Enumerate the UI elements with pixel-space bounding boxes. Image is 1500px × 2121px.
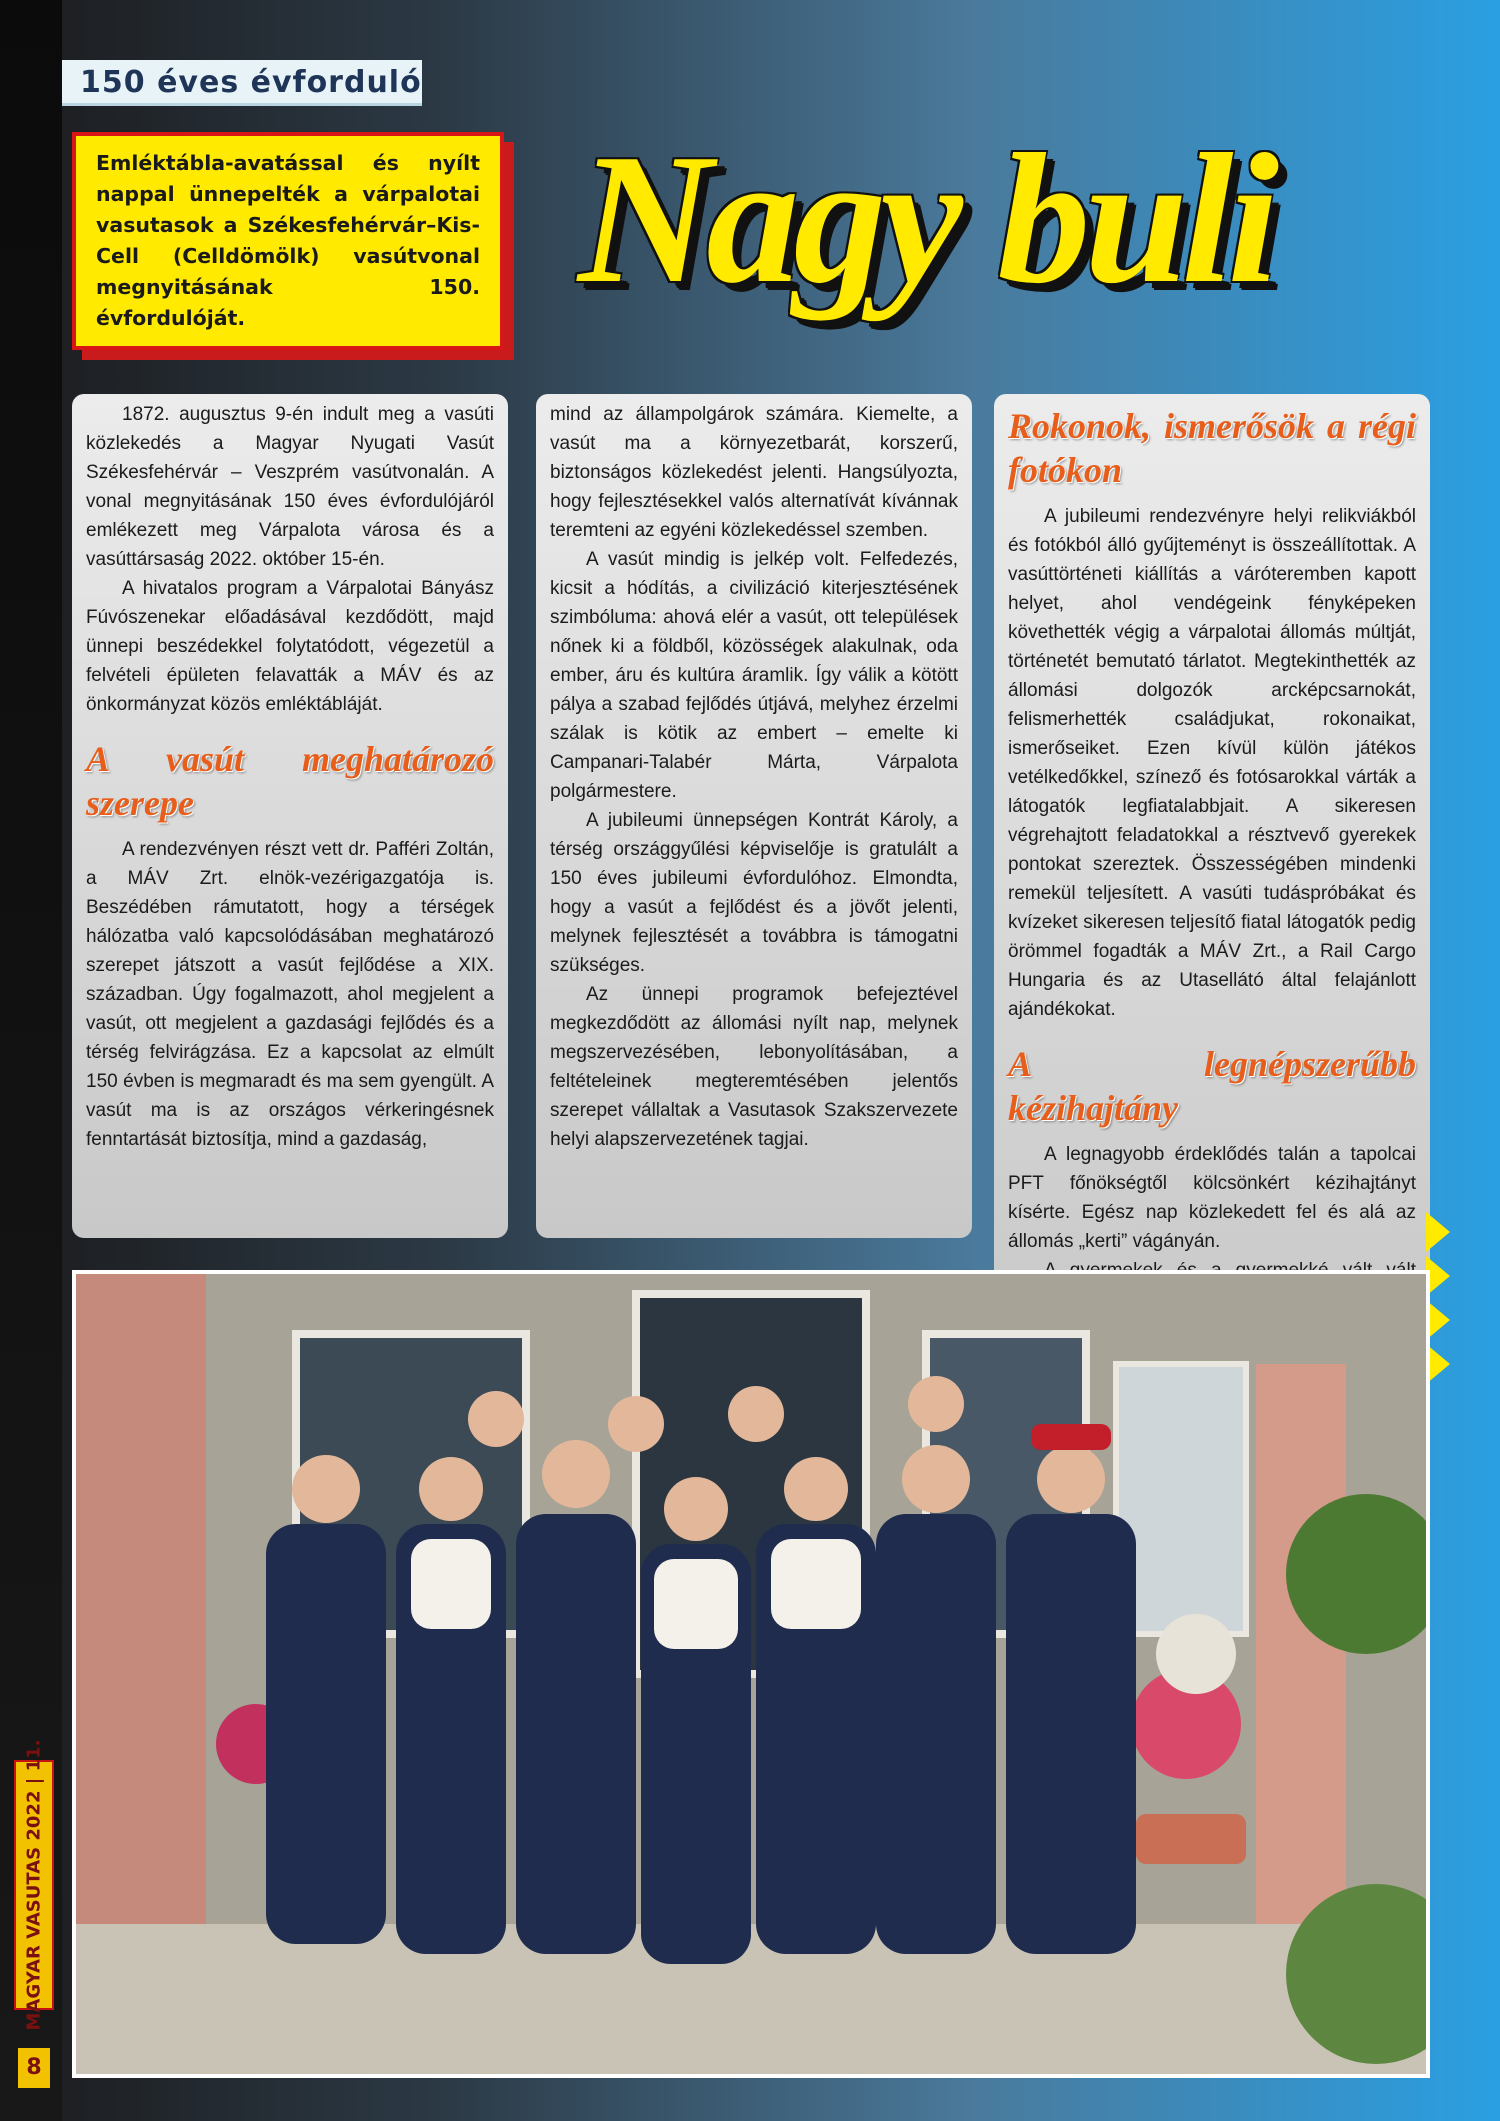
paragraph: mind az állampolgárok számára. Kiemelte, a vasút ma a környezetbarát, korszerű, biztonságos közlekedést jelenti. Hangsúlyozta, hogy fejlesztésekkel valós alternatívát kívánnak teremteni az egyéni közlekedéssel szemben. <box>550 404 958 541</box>
paragraph: A legnagyobb érdeklődés talán a tapolcai PFT főnökségtől kölcsönkért kézihajtányt kísérte. Egész nap közlekedett fel és alá az állomás „kerti” vágányán. <box>1008 1144 1416 1252</box>
paragraph: 1872. augusztus 9-én indult meg a vasúti közlekedés a Magyar Nyugati Vasút Székesfehérvár – Veszprém vasútvonalán. A vonal megnyitásának 150 éves évfordulójáról emlékezett meg Várpalota városa és a vasúttársaság 2022. október 15-én. <box>86 404 494 570</box>
article-column-3 <box>994 394 1430 1352</box>
article-column-1 <box>72 394 508 1238</box>
section-tag: 150 éves évforduló <box>62 60 422 106</box>
paragraph: A jubileumi rendezvényre helyi relikviákból és fotókból álló gyűjteményt is összeállítottak. A vasúttörténeti kiállítás a váróteremben kapott helyet, ahol vendégeink fényképeken követhették végig a várpalotai állomás múltját, történetét bemutató tárlatot. Megtekinthették az állomási dolgozók arcképcsarnokát, felismerhették családjukat, rokonaikat, ismerőseiket. Ezen kívül külön játékos vetélkedőkkel, színező és fotósarokkal várták a látogatók legfiatalabbjait. A sikeresen végrehajtott feladatokkal a résztvevő gyerekek pontokat szereztek. Összességében mindenki remekül teljesített. A vasúti tudáspróbákat és kvízeket sikeresen teljesítő fiatal látogatók pedig örömmel fogadták a MÁV Zrt., a Rail Cargo Hungaria és az Utasellátó által felajánlott ajándékokat. <box>1008 506 1416 1020</box>
group-photo <box>72 1270 1430 2078</box>
group-photo-illustration <box>76 1274 1426 2074</box>
subheading-handcar: A legnépszerűbb kézihajtány <box>1008 1044 1416 1128</box>
page-title: Nagy buli <box>578 116 1274 322</box>
paragraph: A jubileumi ünnepségen Kontrát Károly, a térség országgyűlési képviselője is gratulált a 150 éves jubileumi évfordulóhoz. Elmondta, hogy a vasút a fejlődést és a jövőt jelenti, melynek fejlesztését a továbbra is támogatni szükséges. <box>550 810 958 976</box>
continue-arrow-icon <box>1426 1212 1450 1252</box>
lead-box: Emléktábla-avatással és nyílt nappal ünnepelték a várpalotai vasutasok a Székesfehérvár–Kis-Cell (Celldömölk) vasútvonal megnyitásának 150. évfordulóját. <box>72 132 504 350</box>
subheading-relatives: Rokonok, ismerősök a régi fotókon <box>1008 406 1416 490</box>
page-number: 8 <box>18 2048 50 2088</box>
paragraph: A vasút mindig is jelkép volt. Felfedezés, kicsit a hódítás, a civilizáció kiterjesztésének szimbóluma: ahová elér a vasút, ott települések nőnek ki a földből, közösségek alakulnak, oda ember, áru és kultúra áramlik. Így válik a kötött pálya a szabad fejlődés útjává, melyhez érzelmi szálak is kötik az embert – emelte ki Campanari-Talabér Márta, Várpalota polgármestere. <box>550 549 958 802</box>
paragraph: Az ünnepi programok befejeztével megkezdődött az állomási nyílt nap, melynek megszervezésében, lebonyolításában, a feltételeinek megteremtésében jelentős szerepet vállaltak a Vasutasok Szakszervezete helyi alapszervezetének tagjai. <box>550 984 958 1150</box>
paragraph: A hivatalos program a Várpalotai Bányász Fúvószenekar előadásával kezdődött, majd ünnepi beszédekkel folytatódott, végezetül a felvételi épületen felavatták a MÁV és az önkormányzat közös emléktábláját. <box>86 578 494 715</box>
paragraph: A rendezvényen részt vett dr. Pafféri Zoltán, a MÁV Zrt. elnök-vezérigazgatója is. Beszédében rámutatott, hogy a térségek hálózatba való kapcsolódásában meghatározó szerepet játszott a vasút fejlődése a XIX. században. Úgy fogalmazott, ahol megjelent a vasút, ott megjelent a gazdasági fejlődés és a térség felvirágzása. Ez a kapcsolat az elmúlt 150 évben is megmaradt és ma sem gyengült. A vasút ma is az országos vérkeringésnek fenntartását biztosítja, mind a gazdaság, <box>86 839 494 1150</box>
subheading-rail-role: A vasút meghatározó szerepe <box>86 739 494 823</box>
publication-label: MAGYAR VASUTAS 2022 | 11. <box>23 1739 45 2031</box>
publication-sidebar <box>14 1739 54 2031</box>
article-column-2 <box>536 394 972 1238</box>
